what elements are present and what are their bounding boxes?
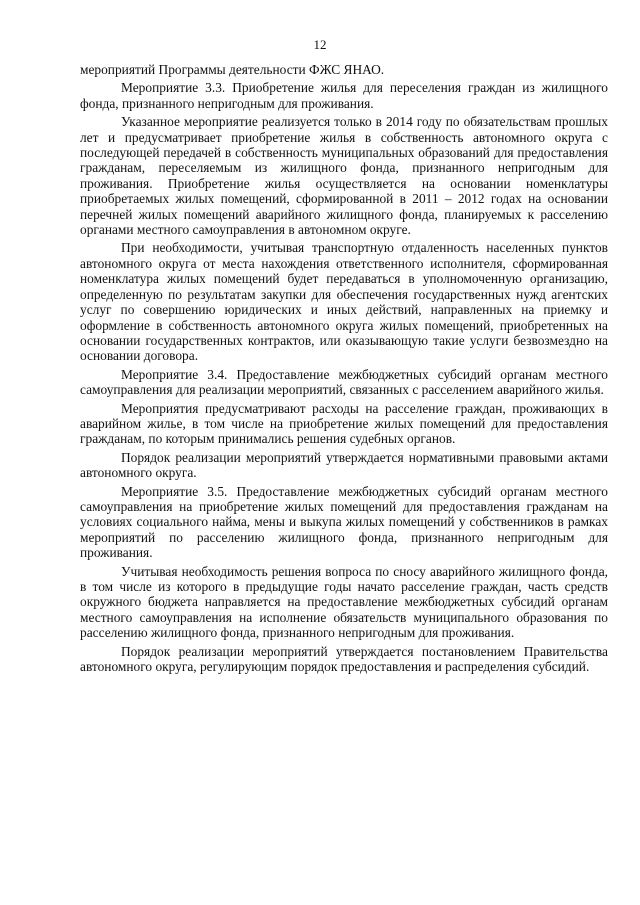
paragraph-measure-3-3-transfer: При необходимости, учитывая транспортную отдаленность населенных пунктов автономного округа от места нахождения ответственного исполнителя, сформированная номенклатура жилых помещений будет передаваться в уполномоченную организацию, определенную по результатам закупки для обеспечения государственных нужд агентских услуг по совершению юридических и иных действий, направленных на приемку и оформление в собственность автономного округа жилых помещений, приобретенных на основании государственных контрактов, или оказывающую такие услуги безвозмездно на основании договора. [80,240,608,364]
paragraph-measure-3-4-description: Мероприятия предусматривают расходы на расселение граждан, проживающих в аварийном жилье, в том числе на приобретение жилых помещений для предоставления гражданам, по которым принимались решения судебных органов. [80,400,608,447]
paragraph-measure-3-4-procedure: Порядок реализации мероприятий утверждается нормативными правовыми актами автономного округа. [80,449,608,481]
paragraph-continuation: мероприятий Программы деятельности ФЖС ЯНАО. [80,62,385,77]
paragraph-measure-3-3-description: Указанное мероприятие реализуется только в 2014 году по обязательствам прошлых лет и предусматривает приобретение жилья в собственность автономного округа с последующей передачей в собственность муниципальных образований для предоставления гражданам, переселяемым из жилищного фонда, признанного непригодным для проживания. Приобретение жилья осуществляется на основании номенклатуры приобретаемых жилых помещений, сформированной в 2011 – 2012 годах на основании перечней жилых помещений аварийного жилищного фонда, планируемых к расселению органами местного самоуправления в автономном округе. [80,114,608,238]
paragraph-measure-3-3-heading: Мероприятие 3.3. Приобретение жилья для переселения граждан из жилищного фонда, признанного непригодным для проживания. [80,80,608,111]
document-body [80,62,608,677]
page-number: 12 [313,37,327,52]
paragraph-measure-3-5-description: Учитывая необходимость решения вопроса по сносу аварийного жилищного фонда, в том числе из которого в предыдущие годы начато расселение граждан, часть средств окружного бюджета направляется на предоставление межбюджетных субсидий органам местного самоуправления на исполнение обязательств муниципального образования по расселению жилищного фонда, признанного непригодным для проживания. [80,563,608,641]
paragraph-measure-3-5-heading: Мероприятие 3.5. Предоставление межбюджетных субсидий органам местного самоуправления на приобретение жилых помещений для предоставления гражданам на условиях социального найма, мены и выкупа жилых помещений у собственников в рамках мероприятий по расселению жилищного фонда, признанного непригодным для проживания. [80,483,608,561]
paragraph-measure-3-5-procedure: Порядок реализации мероприятий утверждается постановлением Правительства автономного округа, регулирующим порядок предоставления и распределения субсидий. [80,643,608,675]
paragraph-measure-3-4-heading: Мероприятие 3.4. Предоставление межбюджетных субсидий органам местного самоуправления для реализации мероприятий, связанных с расселением аварийного жилья. [80,366,608,398]
